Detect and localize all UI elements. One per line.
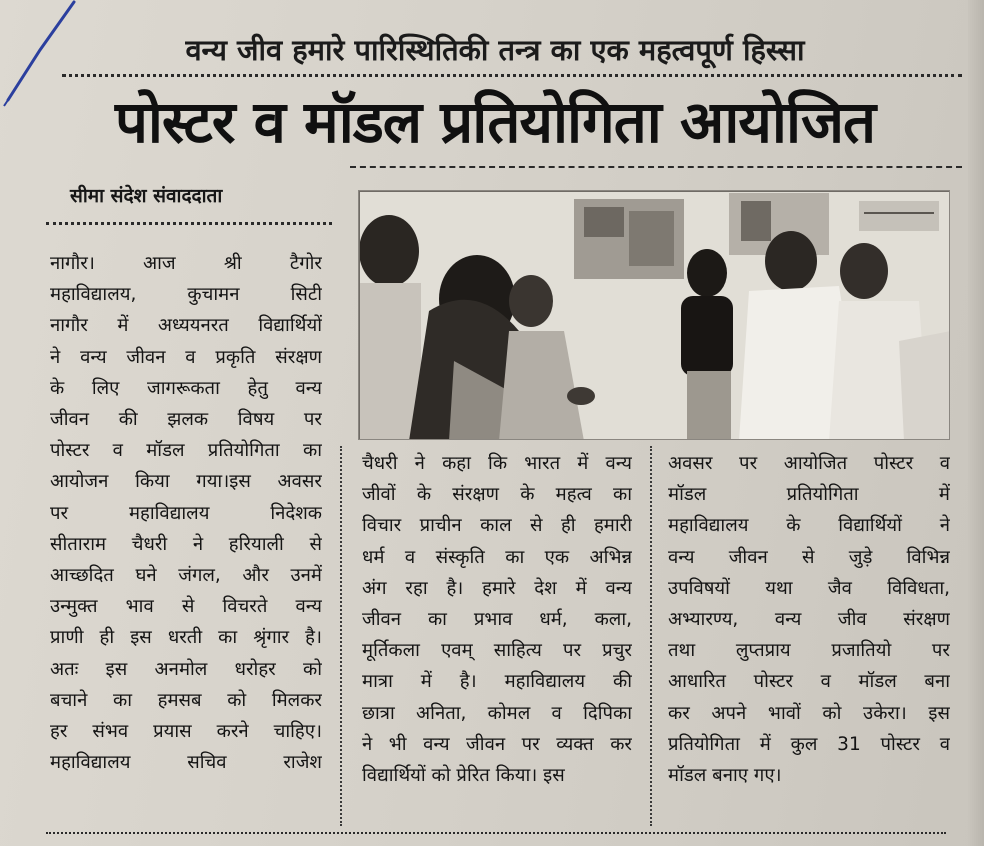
byline-divider [46, 222, 332, 225]
column-1-line: के लिए जागरूकता हेतु वन्य [50, 377, 322, 399]
column-1-line: जीवन की झलक विषय पर [50, 409, 322, 431]
column-2-line: जीवों के संरक्षण के महत्व का [362, 484, 632, 506]
column-1-line: हर संभव प्रयास करने चाहिए। [50, 721, 322, 743]
column-2-line: जीवन का प्रभाव धर्म, कला, [362, 609, 632, 631]
column-1-line: पोस्टर व मॉडल प्रतियोगिता का [50, 440, 322, 462]
article-headline: पोस्टर व मॉडल प्रतियोगिता आयोजित [114, 88, 876, 156]
headline-divider [350, 166, 962, 168]
column-1-line: अतः इस अनमोल धरोहर को [50, 658, 322, 680]
column-divider-2 [650, 446, 652, 826]
column-1-line: ने वन्य जीवन व प्रकृति संरक्षण [50, 346, 322, 368]
column-2-line: विद्यार्थियों को प्रेरित किया। इस [362, 765, 565, 787]
column-3-line: आधारित पोस्टर व मॉडल बना [668, 671, 950, 693]
column-3-line: अवसर पर आयोजित पोस्टर व [668, 453, 950, 474]
column-1-line: पर महाविद्यालय निदेशक [50, 502, 322, 524]
article-kicker: वन्य जीव हमारे पारिस्थितिकी तन्त्र का एक महत्वपूर्ण हिस्सा [185, 33, 805, 67]
column-3-line: मॉडल बनाए गए। [668, 765, 782, 787]
column-3-line: उपविषयों यथा जैव विविधता, [668, 577, 950, 599]
column-2-line: विचार प्राचीन काल से ही हमारी [362, 515, 632, 537]
kicker-divider [62, 74, 962, 77]
column-2-line: ने भी वन्य जीवन पर व्यक्त कर [362, 733, 632, 755]
column-2-line: मात्रा में है। महाविद्यालय की [362, 671, 632, 693]
column-3-line: महाविद्यालय के विद्यार्थियों ने [668, 515, 950, 537]
event-photo [358, 190, 950, 440]
column-1-line: बचाने का हमसब को मिलकर [50, 689, 322, 711]
column-1-line: उन्मुक्त भाव से विचरते वन्य [50, 596, 322, 618]
column-1-line: नागौर में अध्ययनरत विद्यार्थियों [50, 315, 322, 337]
column-1-line: आच्छदित घने जंगल, और उनमें [50, 565, 322, 587]
column-3-line: कर अपने भावों को उकेरा। इस [668, 702, 950, 724]
column-3-line: प्रतियोगिता में कुल 31 पोस्टर व [668, 733, 950, 755]
article-column-2 [362, 448, 632, 791]
column-3-line: वन्य जीवन से जुड़े विभिन्न [668, 546, 950, 568]
column-2-line: चैधरी ने कहा कि भारत में वन्य [362, 453, 632, 474]
column-2-line: मूर्तिकला एवम् साहित्य पर प्रचुर [362, 640, 632, 662]
page-edge [968, 0, 984, 846]
article-column-3 [668, 448, 950, 791]
event-photo-image [359, 191, 950, 440]
column-divider-1 [340, 446, 342, 826]
column-1-line: नागौर। आज श्री टैगोर [50, 253, 322, 274]
column-2-line: अंग रहा है। हमारे देश में वन्य [362, 577, 632, 599]
column-1-line: प्राणी ही इस धरती का श्रृंगार है। [50, 627, 322, 649]
article-column-1 [50, 248, 322, 778]
column-1-line: आयोजन किया गया।इस अवसर [50, 471, 322, 493]
column-3-line: मॉडल प्रतियोगिता में [668, 484, 950, 506]
column-3-line: अभ्यारण्य, वन्य जीव संरक्षण [668, 609, 950, 631]
column-2-line: छात्रा अनिता, कोमल व दिपिका [362, 702, 632, 724]
bottom-divider [46, 832, 946, 834]
column-3-line: तथा लुप्तप्राय प्रजातियो पर [668, 640, 950, 662]
article-byline: सीमा संदेश संवाददाता [70, 185, 223, 207]
column-1-line: महाविद्यालय सचिव राजेश [50, 752, 322, 774]
column-1-line: सीताराम चैधरी ने हरियाली से [50, 533, 322, 555]
column-1-line: महाविद्यालय, कुचामन सिटी [50, 284, 322, 306]
column-2-line: धर्म व संस्कृति का एक अभिन्न [362, 546, 632, 568]
